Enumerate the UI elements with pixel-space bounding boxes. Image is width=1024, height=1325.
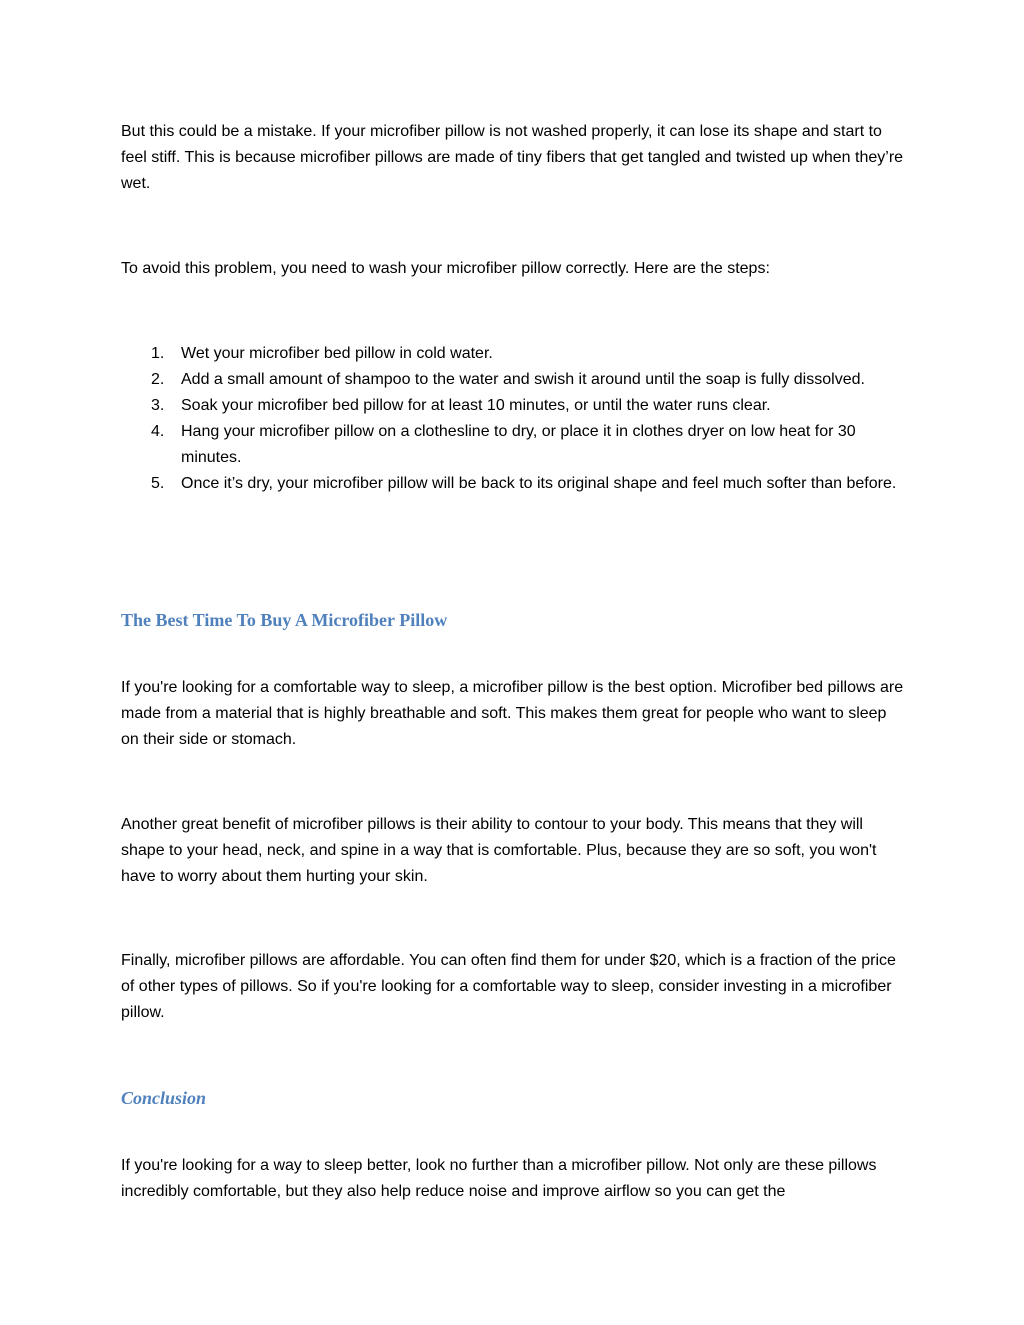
paragraph-comfortable-option: If you're looking for a comfortable way to sleep, a microfiber pillow is the best option. Microfiber bed pillows are made from a material that is highly breathable and soft. This makes them great for people who want to sleep on their side or stomach.	[121, 679, 904, 748]
list-item	[121, 341, 906, 367]
heading-best-time: The Best Time To Buy A Microfiber Pillow	[121, 610, 448, 630]
list-item-text: Hang your microfiber pillow on a clothesline to dry, or place it in clothes dryer on low heat for 30 minutes.	[181, 423, 856, 466]
list-item	[121, 471, 906, 497]
list-item-number: 5.	[151, 475, 165, 492]
paragraph-steps-intro: To avoid this problem, you need to wash your microfiber pillow correctly. Here are the steps:	[121, 260, 770, 277]
list-item-number: 1.	[151, 345, 165, 362]
list-item-number: 2.	[151, 371, 165, 388]
list-item	[121, 419, 906, 471]
list-item-number: 4.	[151, 423, 165, 440]
paragraph-affordable: Finally, microfiber pillows are affordable. You can often find them for under $20, which is a fraction of the price of other types of pillows. So if you're looking for a comfortable way to sleep, consider investing in a microfiber pillow.	[121, 952, 896, 1021]
list-item	[121, 393, 906, 419]
paragraph-washing-mistake: But this could be a mistake. If your microfiber pillow is not washed properly, it can lose its shape and start to feel stiff. This is because microfiber pillows are made of tiny fibers that get tangled and twisted up when they’re wet.	[121, 123, 904, 192]
list-item-number: 3.	[151, 397, 165, 414]
paragraph-conclusion: If you're looking for a way to sleep better, look no further than a microfiber pillow. Not only are these pillows incredibly comfortable, but they also help reduce noise and improve airflow so you can get the	[121, 1157, 877, 1200]
list-item	[121, 367, 906, 393]
list-item-text: Add a small amount of shampoo to the water and swish it around until the soap is fully dissolved.	[181, 371, 865, 388]
list-item-text: Once it’s dry, your microfiber pillow will be back to its original shape and feel much softer than before.	[181, 475, 897, 492]
paragraph-contour-benefit: Another great benefit of microfiber pillows is their ability to contour to your body. This means that they will shape to your head, neck, and spine in a way that is comfortable. Plus, because they are so soft, you won't have to worry about them hurting your skin.	[121, 816, 877, 885]
list-item-text: Wet your microfiber bed pillow in cold water.	[181, 345, 493, 362]
washing-steps-list	[121, 341, 906, 497]
list-item-text: Soak your microfiber bed pillow for at least 10 minutes, or until the water runs clear.	[181, 397, 771, 414]
heading-conclusion: Conclusion	[121, 1088, 207, 1108]
